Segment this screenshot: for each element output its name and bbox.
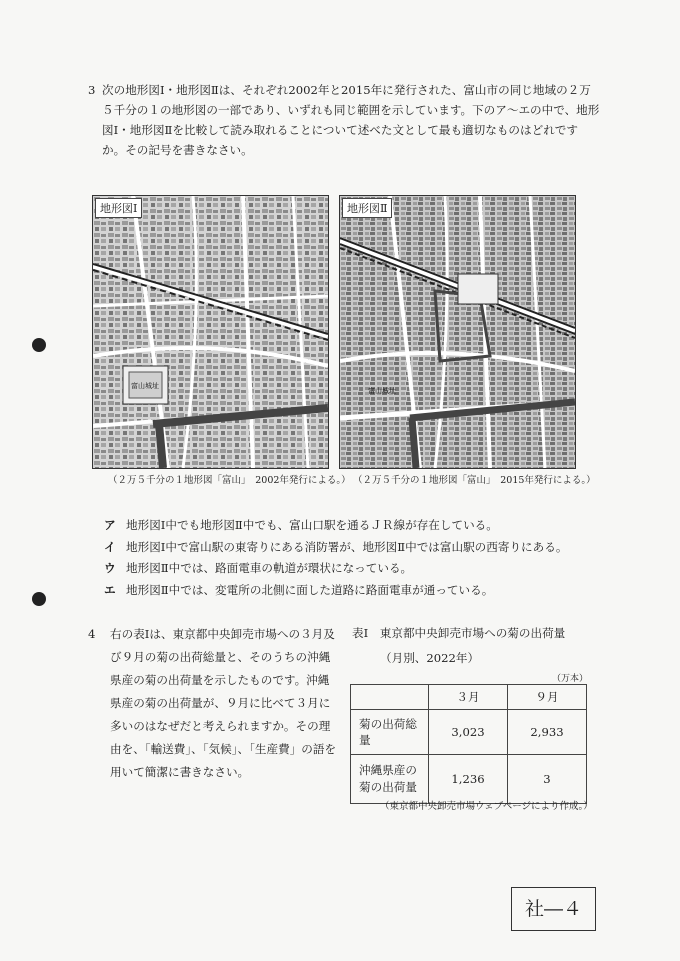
- cell-value: 3,023: [429, 710, 508, 755]
- topographic-map-2: [339, 195, 576, 469]
- question-3-number: 3: [88, 83, 96, 97]
- map-2-caption: （２万５千分の１地形図「富山」 2015年発行による。）: [353, 475, 596, 486]
- map-1-castle-label: 富山城址: [131, 382, 159, 390]
- choice-key: エ: [104, 582, 116, 597]
- row-label: 菊の出荷総量: [351, 710, 429, 755]
- question-4-number: 4: [88, 627, 96, 641]
- map-1-caption: （２万５千分の１地形図「富山」 2002年発行による。）: [108, 475, 351, 486]
- column-header-march: ３月: [429, 685, 508, 710]
- table-unit: （万本）: [552, 674, 589, 684]
- choice-e: [104, 580, 567, 602]
- row-label: 沖縄県産の 菊の出荷量: [351, 755, 429, 804]
- choice-text: 地形図Ⅱ中では、路面電車の軌道が環状になっている。: [126, 561, 413, 575]
- map-2-castle-label: 富山城址: [368, 387, 396, 395]
- choice-i: [104, 537, 567, 559]
- cell-value: 1,236: [429, 755, 508, 804]
- table-corner: [351, 685, 429, 710]
- table-source: （東京都中央卸売市場ウェブページにより作成。）: [380, 801, 593, 812]
- choice-key: ウ: [104, 561, 116, 575]
- table-row: [351, 710, 587, 755]
- cell-value: 2,933: [508, 710, 587, 755]
- shipment-table: [350, 684, 587, 804]
- choice-key: ア: [104, 518, 116, 532]
- question-3: [90, 80, 600, 160]
- topographic-map-1: [92, 195, 329, 469]
- choice-key: イ: [104, 539, 116, 554]
- answer-choices: [104, 515, 567, 601]
- map-1-label: 地形図Ⅰ: [95, 198, 142, 218]
- column-header-september: ９月: [508, 685, 587, 710]
- map-2-label: 地形図Ⅱ: [342, 198, 392, 218]
- page-number-box: 社―４: [511, 887, 596, 931]
- binder-hole: [32, 592, 46, 606]
- table-subtitle: （月別、2022年）: [380, 651, 480, 665]
- table-title: 表Ⅰ 東京都中央卸売市場への菊の出荷量: [352, 626, 566, 640]
- map-1-drawing: [93, 196, 328, 468]
- binder-hole: [32, 338, 46, 352]
- choice-a: [104, 515, 567, 537]
- cell-value: 3: [508, 755, 587, 804]
- choice-text: 地形図Ⅱ中では、変電所の北側に面した道路に路面電車が通っている。: [126, 582, 494, 597]
- choice-u: [104, 558, 567, 580]
- question-3-text: 次の地形図Ⅰ・地形図Ⅱは、それぞれ2002年と2015年に発行された、富山市の同じ地域の２万５千分の１の地形図の一部であり、いずれも同じ範囲を示しています。下のア～エの中で、地形図Ⅰ・地形図Ⅱを比較して読み取れることについて述べた文として最も適切なものはどれですか。その記号を書きなさい。: [102, 83, 600, 157]
- question-4-text: 右の表Ⅰは、東京都中央卸売市場への３月及び９月の菊の出荷総量と、そのうちの沖縄県産の菊の出荷量を示したものです。沖縄県産の菊の出荷量が、９月に比べて３月に多いのはなぜだと考えられますか。その理由を、「輸送費」、「気候」、「生産費」の語を用いて簡潔に書きなさい。: [110, 627, 337, 779]
- table-header-row: [351, 685, 587, 710]
- table-row: [351, 755, 587, 804]
- choice-text: 地形図Ⅰ中でも地形図Ⅱ中でも、富山口駅を通るＪＲ線が存在している。: [126, 518, 498, 532]
- map-2-drawing: [340, 196, 575, 468]
- choice-text: 地形図Ⅰ中で富山駅の東寄りにある消防署が、地形図Ⅱ中では富山駅の西寄りにある。: [126, 539, 568, 554]
